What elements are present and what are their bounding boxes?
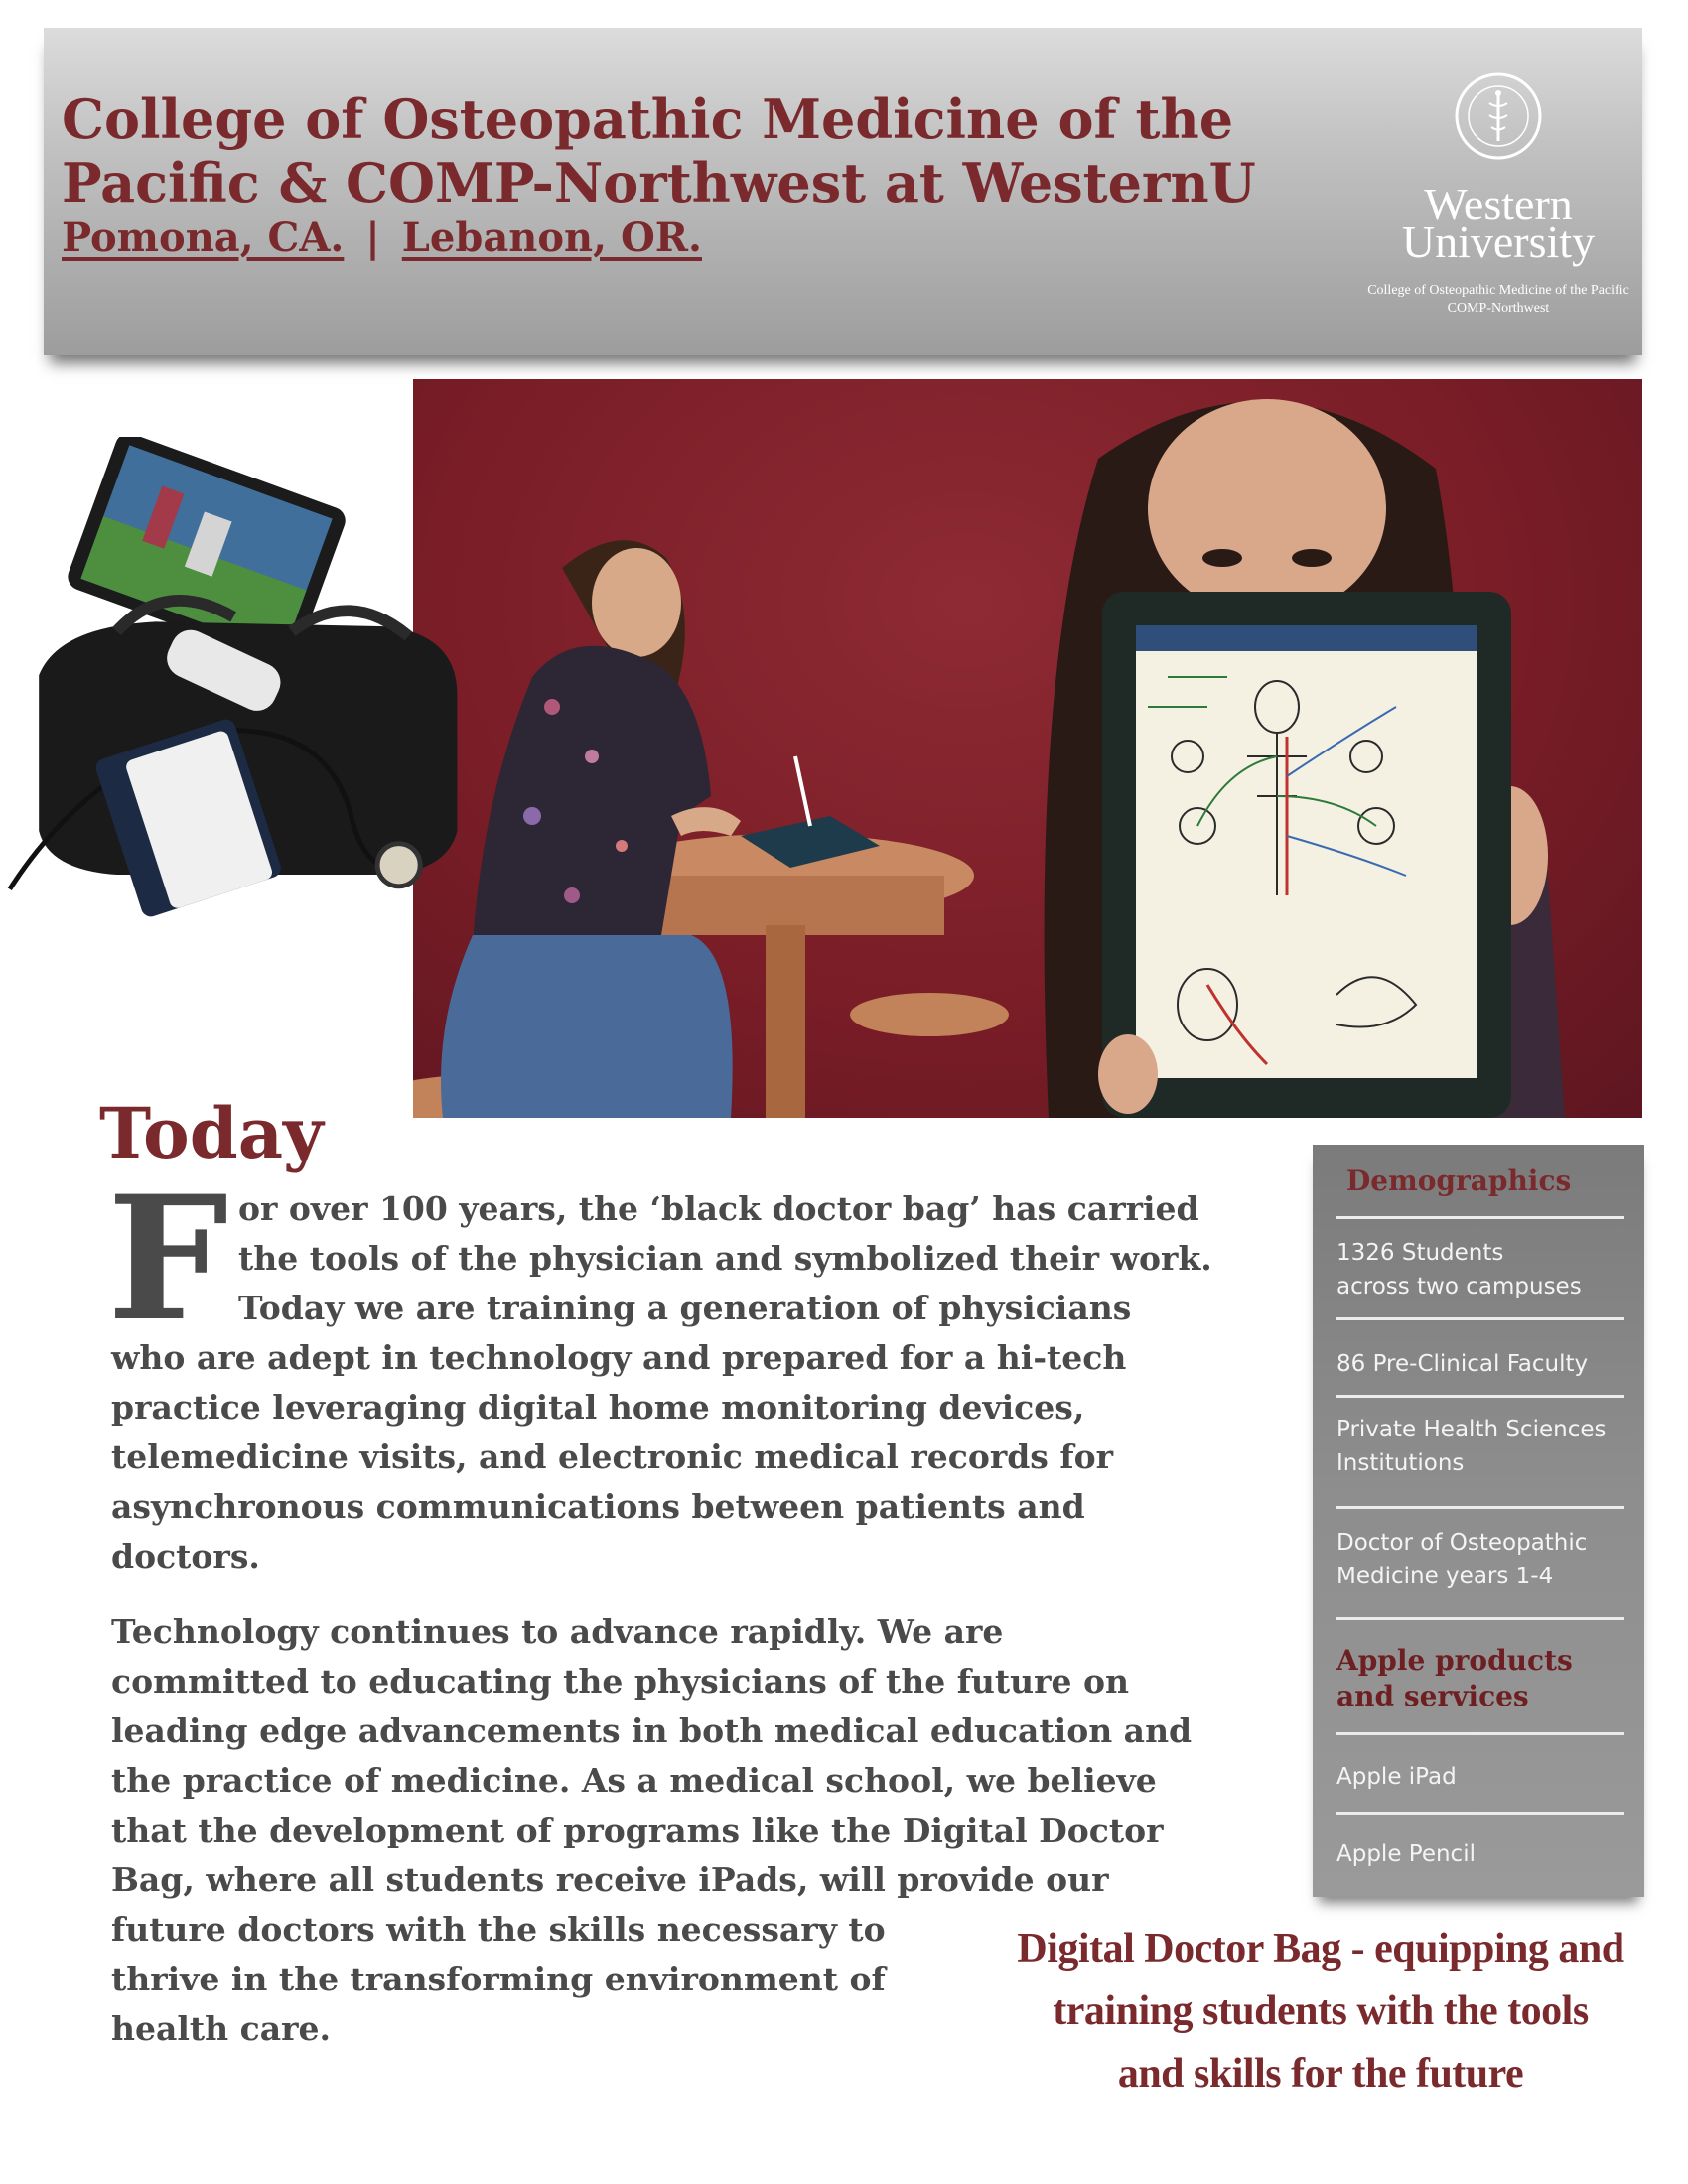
- hero-photo: [413, 379, 1642, 1118]
- demographic-item-faculty: [1336, 1347, 1624, 1381]
- paragraph-2-line: that the development of programs like the Digital Doctor: [111, 1811, 1164, 1849]
- divider: [1336, 1506, 1624, 1509]
- demographic-line: Doctor of Osteopathic: [1336, 1530, 1588, 1556]
- paragraph-2-line: thrive in the transforming environment of: [111, 1960, 886, 1998]
- apple-heading-line: Apple products: [1336, 1644, 1573, 1677]
- university-seal-icon: [1454, 71, 1543, 161]
- paragraph-2-line: the practice of medicine. As a medical school, we believe: [111, 1761, 1157, 1800]
- students-with-ipads-image: [413, 379, 1642, 1118]
- demographic-item-students: [1336, 1236, 1624, 1303]
- westernu-logo: [1354, 71, 1642, 330]
- logo-word-western: Western: [1424, 179, 1573, 229]
- demographic-item-institutions: [1336, 1413, 1624, 1480]
- paragraph-1-line: the tools of the physician and symbolized their work.: [238, 1239, 1212, 1278]
- tagline-line: and skills for the future: [1117, 2051, 1524, 2097]
- paragraph-2-line: Bag, where all students receive iPads, will provide our: [111, 1860, 1109, 1899]
- apple-heading-line: and services: [1336, 1680, 1529, 1712]
- demographic-line: 1326 Students: [1336, 1240, 1504, 1266]
- divider: [1336, 1216, 1624, 1219]
- demographic-line: across two campuses: [1336, 1274, 1582, 1299]
- paragraph-1-line: who are adept in technology and prepared for a hi-tech: [111, 1338, 1127, 1377]
- paragraph-1-line: or over 100 years, the ‘black doctor bag’ has carried: [238, 1189, 1199, 1228]
- drop-cap-letter: F: [107, 1158, 229, 1359]
- doctor-bag-illustration: [0, 437, 477, 933]
- logo-comp-name: COMP-Northwest: [1447, 301, 1550, 316]
- paragraph-1-line: telemedicine visits, and electronic medical records for: [111, 1437, 1113, 1476]
- location-separator: |: [365, 214, 380, 261]
- paragraph-1-line: doctors.: [111, 1537, 260, 1575]
- today-heading: Today: [99, 1092, 324, 1174]
- tagline-line: Digital Doctor Bag - equipping and: [1017, 1926, 1624, 1972]
- paragraph-2-line: Technology continues to advance rapidly. We are: [111, 1612, 1004, 1651]
- divider: [1336, 1732, 1624, 1735]
- divider: [1336, 1317, 1624, 1320]
- title-line-2: Pacific & COMP-Northwest at WesternU: [62, 151, 1256, 214]
- page-title: [62, 87, 1412, 214]
- demographic-item-do-years: [1336, 1526, 1624, 1593]
- paragraph-1-line: Today we are training a generation of physicians: [238, 1289, 1132, 1327]
- location-lebanon: Lebanon, OR.: [401, 214, 702, 261]
- paragraph-2-line: future doctors with the skills necessary to: [111, 1910, 886, 1949]
- demographic-line: Institutions: [1336, 1450, 1465, 1476]
- program-tagline: [983, 1918, 1658, 2106]
- apple-products-heading: [1313, 1643, 1644, 1714]
- paragraph-1-line: asynchronous communications between patients and: [111, 1487, 1085, 1526]
- divider: [1336, 1395, 1624, 1398]
- divider: [1336, 1812, 1624, 1815]
- today-paragraph-1: [111, 1184, 1273, 1581]
- paragraph-1-line: practice leveraging digital home monitoring devices,: [111, 1388, 1085, 1427]
- header-banner: [44, 28, 1642, 355]
- paragraph-2-line: committed to educating the physicians of the future on: [111, 1662, 1129, 1701]
- campus-locations: [62, 214, 702, 261]
- tagline-line: training students with the tools: [1053, 1988, 1589, 2034]
- demographics-heading: Demographics: [1346, 1164, 1572, 1197]
- demographic-line: 86 Pre-Clinical Faculty: [1336, 1351, 1589, 1377]
- facts-sidebar: [1313, 1145, 1644, 1897]
- apple-item-pencil: Apple Pencil: [1336, 1842, 1476, 1867]
- divider: [1336, 1617, 1624, 1620]
- paragraph-2-line: health care.: [111, 2009, 331, 2048]
- apple-item-ipad: Apple iPad: [1336, 1764, 1457, 1790]
- title-line-1: College of Osteopathic Medicine of the: [62, 87, 1234, 151]
- location-pomona: Pomona, CA.: [62, 214, 345, 261]
- paragraph-2-line: leading edge advancements in both medical education and: [111, 1711, 1193, 1750]
- logo-college-name: College of Osteopathic Medicine of the Pacific: [1367, 283, 1629, 298]
- logo-word-university: University: [1401, 216, 1596, 267]
- demographic-line: Medicine years 1-4: [1336, 1564, 1554, 1589]
- demographic-line: Private Health Sciences: [1336, 1417, 1607, 1442]
